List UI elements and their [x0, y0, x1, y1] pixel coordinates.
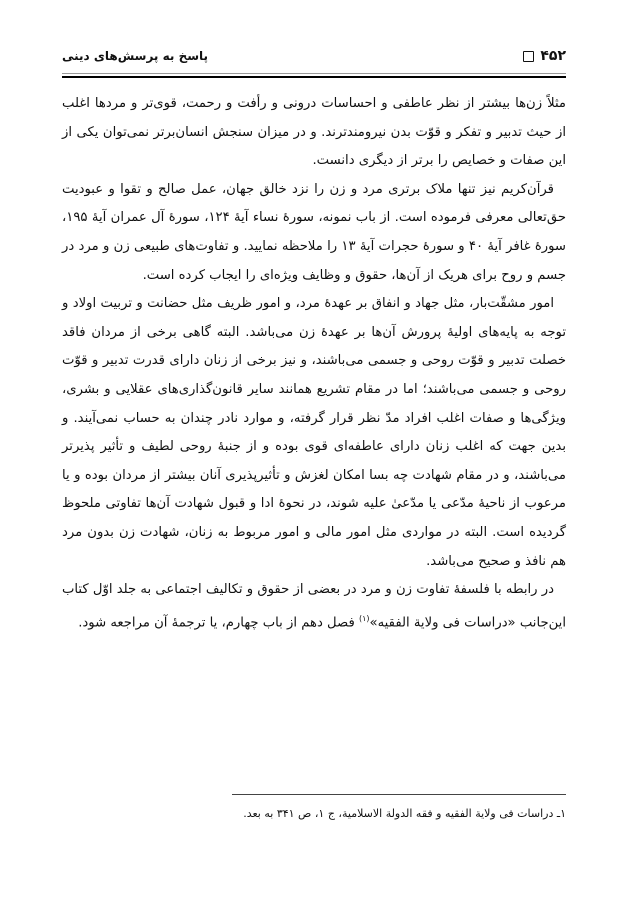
- page-number-group: [523, 48, 566, 64]
- header-rule-thick: [62, 76, 566, 78]
- square-bullet-icon: [523, 51, 534, 62]
- footnote-separator: [232, 794, 566, 795]
- paragraph-4-text-b: فصل دهم از باب چهارم، یا ترجمهٔ آن مراجعه شود.: [78, 615, 359, 631]
- footnote-1: ۱ـ دراسات فی ولایة الفقیه و فقه الدولة الاسلامیة، ج ۱، ص ۳۴۱ به بعد.: [243, 807, 566, 820]
- header-rule-thin: [62, 73, 566, 74]
- body-text: [62, 90, 566, 638]
- paragraph-3: امور مشقّت‌بار، مثل جهاد و انفاق بر عهدهٔ مرد، و امور ظریف مثل حضانت و تربیت اولاد و توجه به پایه‌های اولیهٔ پرورش آن‌ها بر عهدهٔ زن می‌باشد. البته گاهی برخی از مردان فاقد خصلت تدبیر و قوّت روحی و جسمی می‌باشند، و نیز برخی از زنان دارای قدرت تدبیر و قوّت روحی و جسمی می‌باشند؛ اما در مقام تشریع همانند سایر قانون‌گذاری‌های عقلایی و بشری، ویژگی‌ها و صفات اغلب افراد مدّ نظر قرار گرفته، و موارد نادر چندان به حساب نمی‌آیند. و بدین جهت که اغلب زنان دارای عاطفه‌ای قوی بوده و از جنبهٔ روحی لطیف و تأثیر پذیرتر می‌باشند، و در مقام شهادت چه بسا امکان لغزش و تأثیرپذیری آنان بیشتر از مردان بوده و یا مرعوب از ناحیهٔ مدّعی یا مدّعیٰ علیه شوند، در نحوهٔ ادا و قبول شهادت آن‌ها تفاوتی ملحوظ گردیده است. البته در مواردی مثل امور مالی و امور مربوط به زنان، شهادت زن بدون مرد هم نافذ و صحیح می‌باشد.: [62, 296, 566, 569]
- page-number: ۴۵۲: [540, 48, 566, 64]
- footnote-marker[interactable]: (۱): [358, 613, 370, 623]
- paragraph-2: قرآن‌کریم نیز تنها ملاک برتری مرد و زن را نزد خالق جهان، عمل صالح و تقوا و عبودیت حق‌تعالی معرفی فرموده است. از باب نمونه، سورهٔ نساء آیهٔ ۱۲۴، سورهٔ آل عمران آیهٔ ۱۹۵، سورهٔ غافر آیهٔ ۴۰ و سورهٔ حجرات آیهٔ ۱۳ را ملاحظه نمایید. و تفاوت‌های طبیعی زن و مرد در جسم و روح برای هریک از آن‌ها، حقوق و وظایف ویژه‌ای را ایجاب کرده است.: [62, 181, 566, 283]
- paragraph-4-text-a: در رابطه با فلسفهٔ تفاوت زن و مرد در بعضی از حقوق و تکالیف اجتماعی به جلد اوّل کتاب این‌جانب «دراسات فی ولایة الفقیه»: [62, 582, 566, 631]
- running-title: پاسخ به پرسش‌های دینی: [62, 49, 209, 63]
- paragraph-4: [62, 576, 566, 638]
- paragraph-1: مثلاً زن‌ها بیشتر از نظر عاطفی و احساسات درونی و رأفت و رحمت، قوی‌تر و مردها اغلب از حیث تدبیر و تفکر و قوّت بدن نیرومندترند. و در میزان سنجش انسان‌برتر نمی‌توان یکی از این صفات و خصایص را برتر از دیگری دانست.: [62, 96, 566, 169]
- page-header: [62, 48, 566, 74]
